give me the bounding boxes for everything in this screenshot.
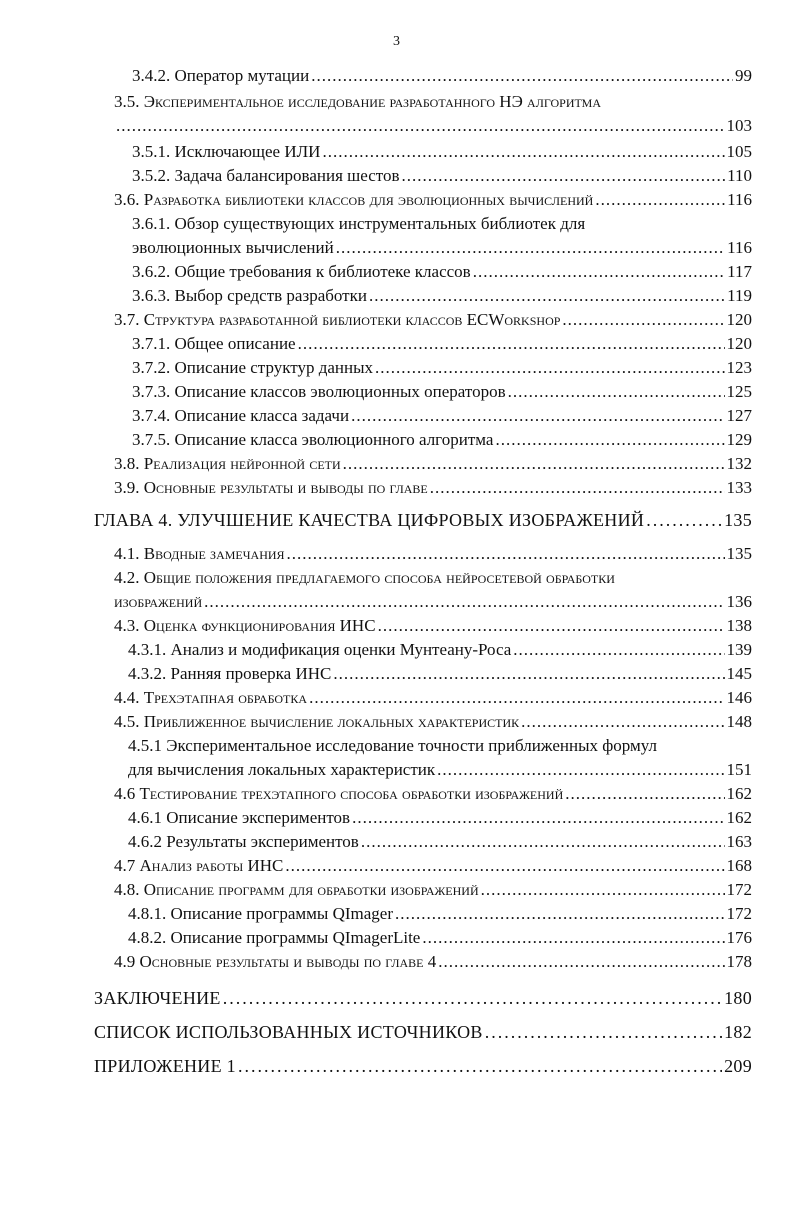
toc-page: 103 — [726, 116, 752, 135]
leader-dots — [309, 686, 724, 710]
toc-page: 145 — [726, 664, 752, 683]
toc-label: 4.6.2 Результаты экспериментов — [128, 832, 359, 851]
toc-entry-4-8-2 — [128, 926, 752, 950]
toc-page: 117 — [727, 262, 752, 281]
leader-dots — [521, 710, 724, 734]
leader-dots — [322, 140, 724, 164]
toc-label: 4.3. Оценка функционирования ИНС — [114, 616, 376, 635]
toc-label: 4.2. Общие положения предлагаемого способа нейросетевой обработки — [114, 568, 615, 587]
toc-entry-appendix-1 — [94, 1054, 752, 1078]
toc-entry-4-3 — [114, 614, 752, 638]
toc-entry-4-8-1 — [128, 902, 752, 926]
toc-entry-3-5-2 — [132, 164, 752, 188]
toc-label: ЗАКЛЮЧЕНИЕ — [94, 988, 221, 1008]
toc-entry-3-9 — [114, 476, 752, 500]
toc-label: 3.7.2. Описание структур данных — [132, 358, 374, 377]
toc-label: 3.9. Основные результаты и выводы по главе — [114, 478, 428, 497]
leader-dots — [223, 986, 722, 1010]
leader-dots — [401, 164, 725, 188]
toc-label: 3.7.4. Описание класса задачи — [132, 406, 350, 425]
toc-page: 119 — [727, 286, 752, 305]
leader-dots — [473, 260, 725, 284]
toc-page: 99 — [735, 66, 752, 85]
toc-entry-3-6 — [114, 188, 752, 212]
leader-dots — [116, 114, 725, 138]
toc-label-continued: изображений — [114, 592, 203, 611]
toc-page: 116 — [727, 190, 752, 209]
toc-entry-3-6-1 — [132, 212, 752, 260]
toc-page: 162 — [726, 784, 752, 803]
toc-page: 182 — [724, 1022, 752, 1042]
toc-entry-chapter-4 — [94, 508, 752, 532]
toc-page: 148 — [726, 712, 752, 731]
toc-entry-4-3-2 — [128, 662, 752, 686]
leader-dots — [430, 476, 725, 500]
toc-label: 4.3.2. Ранняя проверка ИНС — [128, 664, 332, 683]
toc-label: 3.8. Реализация нейронной сети — [114, 454, 341, 473]
toc-label: 3.7.3. Описание классов эволюционных операторов — [132, 382, 506, 401]
toc-entry-3-7 — [114, 308, 752, 332]
toc-entry-4-1 — [114, 542, 752, 566]
toc-label: 3.4.2. Оператор мутации — [132, 66, 310, 85]
toc-page: 135 — [726, 544, 752, 563]
leader-dots — [562, 308, 724, 332]
toc-entry-3-4-2 — [132, 64, 752, 88]
toc-entry-4-6-1 — [128, 806, 752, 830]
leader-dots — [336, 236, 725, 260]
toc-page: 151 — [726, 760, 752, 779]
leader-dots — [204, 590, 724, 614]
leader-dots — [333, 662, 724, 686]
toc-page: 209 — [724, 1056, 752, 1076]
leader-dots — [351, 404, 724, 428]
toc-entry-4-5-1 — [128, 734, 752, 782]
toc-entry-4-9 — [114, 950, 752, 974]
toc-label: 4.5.1 Экспериментальное исследование точности приближенных формул — [128, 736, 657, 755]
leader-dots — [481, 878, 725, 902]
toc-entry-references — [94, 1020, 752, 1044]
toc-label: 3.6.1. Обзор существующих инструментальных библиотек для — [132, 214, 586, 233]
leader-dots — [238, 1054, 722, 1078]
leader-dots — [565, 782, 724, 806]
toc-label: 3.6. Разработка библиотеки классов для эволюционных вычислений — [114, 190, 594, 209]
toc-page: 146 — [726, 688, 752, 707]
toc-entry-3-7-5 — [132, 428, 752, 452]
toc-page: 172 — [726, 904, 752, 923]
toc-label: ПРИЛОЖЕНИЕ 1 — [94, 1056, 236, 1076]
toc-page: 139 — [726, 640, 752, 659]
leader-dots — [395, 902, 725, 926]
toc-page: 110 — [727, 166, 752, 185]
toc-entry-4-8 — [114, 878, 752, 902]
toc-page: 138 — [726, 616, 752, 635]
toc-label: 4.9 Основные результаты и выводы по главе 4 — [114, 952, 437, 971]
toc-label: 4.6 Тестирование трехэтапного способа обработки изображений — [114, 784, 564, 803]
toc-entry-3-7-1 — [132, 332, 752, 356]
leader-dots — [369, 284, 725, 308]
toc-page: 135 — [724, 510, 752, 530]
toc-entry-3-7-2 — [132, 356, 752, 380]
toc-entry-4-2 — [114, 566, 752, 614]
leader-dots — [513, 638, 724, 662]
leader-dots — [311, 64, 733, 88]
toc-entry-3-7-4 — [132, 404, 752, 428]
toc-label: 4.4. Трехэтапная обработка — [114, 688, 308, 707]
toc-page: 163 — [726, 832, 752, 851]
leader-dots — [352, 806, 724, 830]
leader-dots — [508, 380, 725, 404]
toc-label: 3.5. Экспериментальное исследование разработанного НЭ алгоритма — [114, 92, 601, 111]
toc-label: 4.8.2. Описание программы QImagerLite — [128, 928, 421, 947]
page-number: 3 — [393, 34, 400, 49]
leader-dots — [287, 542, 725, 566]
toc-label: 4.8.1. Описание программы QImager — [128, 904, 393, 923]
toc-page: 133 — [726, 478, 752, 497]
toc-label: 4.7 Анализ работы ИНС — [114, 856, 284, 875]
leader-dots — [422, 926, 724, 950]
toc-label: 3.5.2. Задача балансирования шестов — [132, 166, 400, 185]
leader-dots — [285, 854, 724, 878]
toc-label: 3.7.1. Общее описание — [132, 334, 296, 353]
toc-entry-3-6-2 — [132, 260, 752, 284]
toc-label: 3.5.1. Исключающее ИЛИ — [132, 142, 321, 161]
toc-entry-3-5 — [114, 90, 752, 138]
toc-entry-3-5-1 — [132, 140, 752, 164]
toc-entry-conclusion — [94, 986, 752, 1010]
leader-dots — [375, 356, 724, 380]
toc-label: 3.7. Структура разработанной библиотеки классов ECWorkshop — [114, 310, 561, 329]
toc-label: 4.5. Приближенное вычисление локальных характеристик — [114, 712, 520, 731]
leader-dots — [485, 1020, 722, 1044]
leader-dots — [495, 428, 724, 452]
toc-page: 125 — [726, 382, 752, 401]
toc-page: 105 — [726, 142, 752, 161]
toc-page: 172 — [726, 880, 752, 899]
toc-page: 116 — [727, 238, 752, 257]
toc-page: 132 — [726, 454, 752, 473]
toc-page: 120 — [726, 310, 752, 329]
toc-page: 180 — [724, 988, 752, 1008]
toc-label: СПИСОК ИСПОЛЬЗОВАННЫХ ИСТОЧНИКОВ — [94, 1022, 483, 1042]
toc-page: 168 — [726, 856, 752, 875]
leader-dots — [437, 758, 724, 782]
toc-label: ГЛАВА 4. УЛУЧШЕНИЕ КАЧЕСТВА ЦИФРОВЫХ ИЗОБРАЖЕНИЙ — [94, 510, 645, 530]
toc-label: 4.6.1 Описание экспериментов — [128, 808, 351, 827]
toc-entry-4-6 — [114, 782, 752, 806]
toc-label-continued: эволюционных вычислений — [132, 238, 334, 257]
toc-label: 4.1. Вводные замечания — [114, 544, 285, 563]
toc-page: 120 — [726, 334, 752, 353]
leader-dots — [646, 508, 722, 532]
toc-page: 136 — [726, 592, 752, 611]
toc-label: 3.7.5. Описание класса эволюционного алгоритма — [132, 430, 494, 449]
leader-dots — [595, 188, 725, 212]
toc-page: 129 — [726, 430, 752, 449]
toc-entry-4-3-1 — [128, 638, 752, 662]
leader-dots — [438, 950, 724, 974]
toc-page: 123 — [726, 358, 752, 377]
toc-page: 178 — [726, 952, 752, 971]
toc-label: 3.6.3. Выбор средств разработки — [132, 286, 367, 305]
toc-entry-4-7 — [114, 854, 752, 878]
toc-entry-3-6-3 — [132, 284, 752, 308]
toc-label: 4.8. Описание программ для обработки изображений — [114, 880, 479, 899]
toc-entry-4-6-2 — [128, 830, 752, 854]
toc-page: 162 — [726, 808, 752, 827]
toc-label-continued: для вычисления локальных характеристик — [128, 760, 436, 779]
toc-entry-3-7-3 — [132, 380, 752, 404]
toc-entry-4-4 — [114, 686, 752, 710]
leader-dots — [343, 452, 725, 476]
leader-dots — [378, 614, 725, 638]
toc-entry-3-8 — [114, 452, 752, 476]
toc-label: 4.3.1. Анализ и модификация оценки Мунтеану-Роса — [128, 640, 512, 659]
toc-page: 176 — [726, 928, 752, 947]
toc-entry-4-5 — [114, 710, 752, 734]
leader-dots — [298, 332, 725, 356]
leader-dots — [361, 830, 725, 854]
toc-page: 127 — [726, 406, 752, 425]
toc-label: 3.6.2. Общие требования к библиотеке классов — [132, 262, 471, 281]
